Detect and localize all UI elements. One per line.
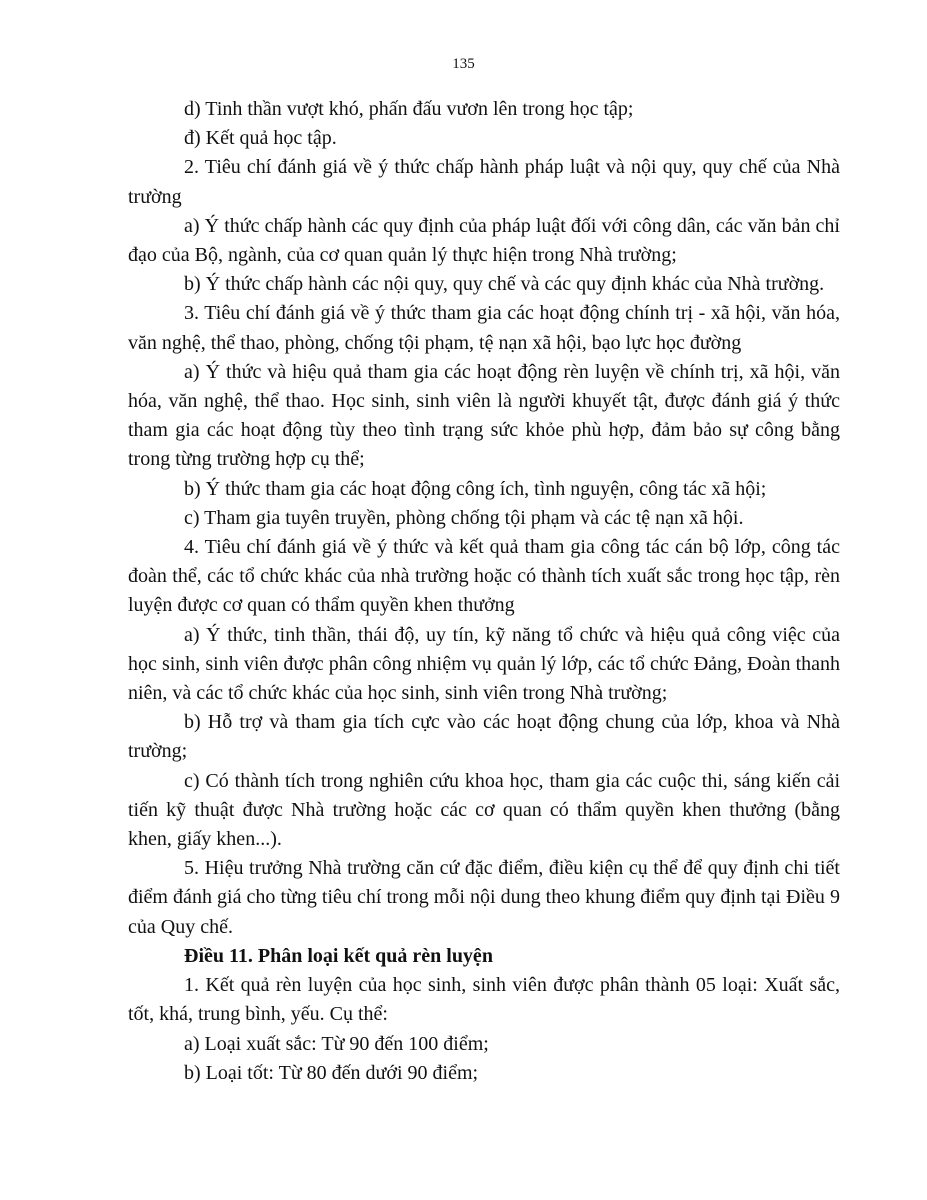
paragraph-criterion-2b: b) Ý thức chấp hành các nội quy, quy chế và các quy định khác của Nhà trường. [184, 273, 825, 296]
paragraph-criterion-2: 2. Tiêu chí đánh giá về ý thức chấp hành pháp luật và nội quy, quy chế của Nhà trường [128, 156, 840, 208]
article-11-heading: Điều 11. Phân loại kết quả rèn luyện [184, 944, 493, 967]
paragraph-article-11-clause-1b: b) Loại tốt: Từ 80 đến dưới 90 điểm; [184, 1061, 479, 1084]
paragraph-article-11-clause-1: 1. Kết quả rèn luyện của học sinh, sinh viên được phân thành 05 loại: Xuất sắc, tốt, khá, trung bình, yếu. Cụ thể: [128, 974, 840, 1026]
paragraph-criterion-4a: a) Ý thức, tinh thần, thái độ, uy tín, kỹ năng tổ chức và hiệu quả công việc của học sinh, sinh viên được phân công nhiệm vụ quản lý lớp, các tổ chức Đảng, Đoàn thanh niên, và các tổ chức khác của học sinh, sinh viên trong Nhà trường; [128, 623, 840, 705]
paragraph-criterion-5: 5. Hiệu trưởng Nhà trường căn cứ đặc điểm, điều kiện cụ thể để quy định chi tiết điểm đánh giá cho từng tiêu chí trong mỗi nội dung theo khung điểm quy định tại Điều 9 của Quy chế. [128, 857, 840, 938]
paragraph-criterion-2a: a) Ý thức chấp hành các quy định của pháp luật đối với công dân, các văn bản chỉ đạo của Bộ, ngành, của cơ quan quản lý thực hiện trong Nhà trường; [128, 214, 840, 267]
paragraph-criterion-4b: b) Hỗ trợ và tham gia tích cực vào các hoạt động chung của lớp, khoa và Nhà trường; [128, 711, 840, 763]
paragraph-criterion-3b: b) Ý thức tham gia các hoạt động công ích, tình nguyện, công tác xã hội; [184, 477, 767, 500]
paragraph-criterion-3a: a) Ý thức và hiệu quả tham gia các hoạt động rèn luyện về chính trị, xã hội, văn hóa, văn nghệ, thể thao. Học sinh, sinh viên là người khuyết tật, được đánh giá ý thức tham gia các hoạt động tùy theo tình trạng sức khỏe phù hợp, đảm bảo sự công bằng trong từng trường hợp cụ thể; [128, 360, 840, 471]
page-number: 135 [452, 56, 475, 72]
paragraph-article-11-clause-1a: a) Loại xuất sắc: Từ 90 đến 100 điểm; [184, 1032, 489, 1055]
document-body [128, 95, 840, 1088]
paragraph-criterion-1dd: đ) Kết quả học tập. [184, 127, 337, 150]
paragraph-criterion-3: 3. Tiêu chí đánh giá về ý thức tham gia các hoạt động chính trị - xã hội, văn hóa, văn nghệ, thể thao, phòng, chống tội phạm, tệ nạn xã hội, bạo lực học đường [128, 302, 840, 354]
paragraph-criterion-4: 4. Tiêu chí đánh giá về ý thức và kết quả tham gia công tác cán bộ lớp, công tác đoàn thể, các tổ chức khác của nhà trường hoặc có thành tích xuất sắc trong học tập, rèn luyện được cơ quan có thẩm quyền khen thưởng [128, 536, 840, 617]
paragraph-criterion-1d: d) Tinh thần vượt khó, phấn đấu vươn lên trong học tập; [184, 98, 634, 120]
paragraph-criterion-3c: c) Tham gia tuyên truyền, phòng chống tội phạm và các tệ nạn xã hội. [184, 506, 744, 529]
paragraph-criterion-4c: c) Có thành tích trong nghiên cứu khoa học, tham gia các cuộc thi, sáng kiến cải tiến kỹ thuật được Nhà trường hoặc các cơ quan có thẩm quyền khen thưởng (bằng khen, giấy khen...). [128, 769, 840, 851]
